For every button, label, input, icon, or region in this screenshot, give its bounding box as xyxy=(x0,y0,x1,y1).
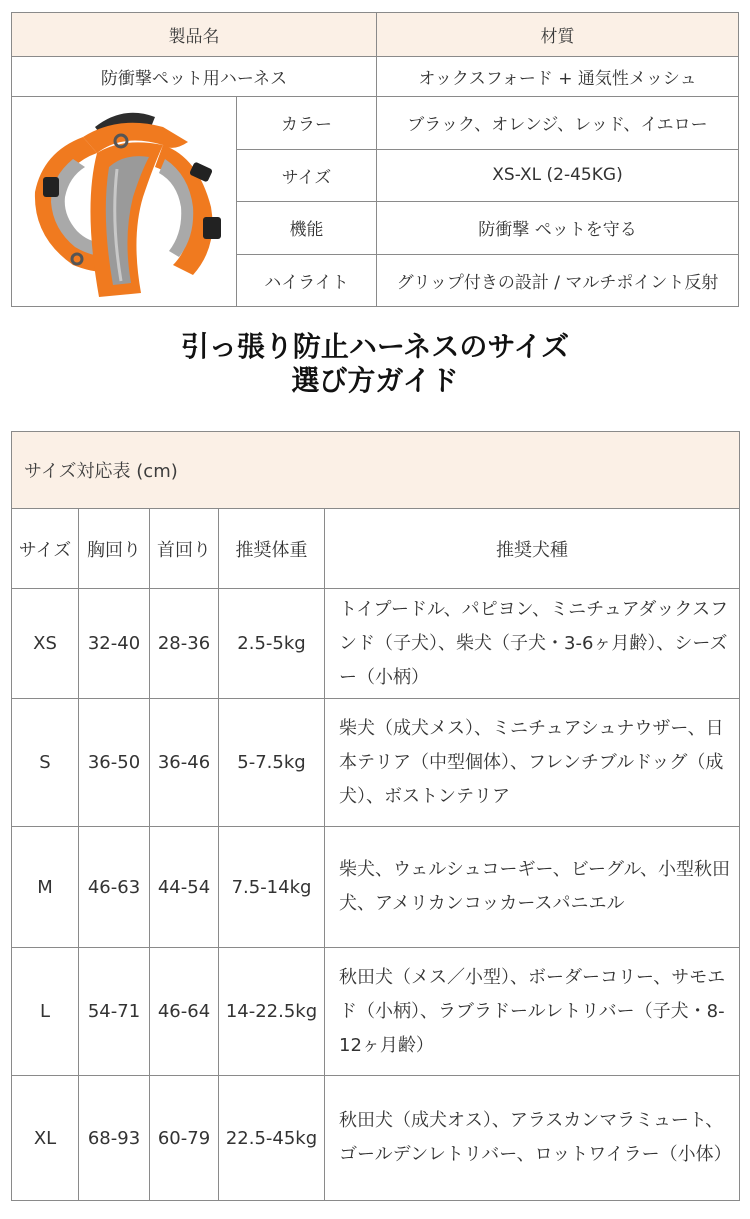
cell-size: M xyxy=(12,827,79,948)
spec-name-header: 製品名 xyxy=(12,13,377,57)
cell-neck: 60-79 xyxy=(150,1076,219,1201)
cell-neck: 36-46 xyxy=(150,699,219,827)
spec-material-header: 材質 xyxy=(377,13,739,57)
header-size: サイズ xyxy=(12,509,79,589)
spec-label-function: 機能 xyxy=(237,202,377,255)
spec-value-function: 防衝撃 ペットを守る xyxy=(377,202,739,255)
spec-value-size: XS-XL (2-45KG) xyxy=(377,149,739,202)
cell-chest: 32-40 xyxy=(79,589,150,699)
cell-size: L xyxy=(12,948,79,1076)
spec-header-row xyxy=(12,13,739,57)
cell-chest: 46-63 xyxy=(79,827,150,948)
spec-label-highlight: ハイライト xyxy=(237,254,377,307)
orange-dog-harness-icon xyxy=(13,97,235,301)
cell-chest: 68-93 xyxy=(79,1076,150,1201)
cell-size: XL xyxy=(12,1076,79,1201)
spec-label-size: サイズ xyxy=(237,149,377,202)
table-row xyxy=(12,589,740,699)
spec-value-color: ブラック、オレンジ、レッド、イエロー xyxy=(377,97,739,150)
heading-line-2: 選び方ガイド xyxy=(291,364,459,397)
size-table-header-row xyxy=(12,509,740,589)
cell-breeds: 秋田犬（成犬オス）、アラスカンマラミュート、ゴールデンレトリバー、ロットワイラー（小体） xyxy=(325,1076,740,1201)
table-row xyxy=(12,948,740,1076)
cell-breeds: 柴犬、ウェルシュコーギー、ビーグル、小型秋田犬、アメリカンコッカースパニエル xyxy=(325,827,740,948)
cell-weight: 5-7.5kg xyxy=(219,699,325,827)
size-table xyxy=(11,431,740,1201)
cell-size: S xyxy=(12,699,79,827)
cell-size: XS xyxy=(12,589,79,699)
size-guide-heading xyxy=(0,330,750,398)
table-row xyxy=(12,1076,740,1201)
table-row xyxy=(12,699,740,827)
cell-weight: 2.5-5kg xyxy=(219,589,325,699)
header-breeds: 推奨犬種 xyxy=(325,509,740,589)
header-chest: 胸回り xyxy=(79,509,150,589)
header-neck: 首回り xyxy=(150,509,219,589)
product-name: 防衝撃ペット用ハーネス xyxy=(12,57,377,97)
cell-breeds: 秋田犬（メス／小型）、ボーダーコリー、サモエド（小柄）、ラブラドールレトリバー（子犬・8-12ヶ月齢） xyxy=(325,948,740,1076)
table-row xyxy=(12,827,740,948)
size-table-caption-row xyxy=(12,432,740,509)
cell-weight: 7.5-14kg xyxy=(219,827,325,948)
cell-breeds: 柴犬（成犬メス）、ミニチュアシュナウザー、日本テリア（中型個体）、フレンチブルドッグ（成犬）、ボストンテリア xyxy=(325,699,740,827)
cell-breeds: トイプードル、パピヨン、ミニチュアダックスフンド（子犬）、柴犬（子犬・3-6ヶ月齢）、シーズー（小柄） xyxy=(325,589,740,699)
cell-neck: 46-64 xyxy=(150,948,219,1076)
header-weight: 推奨体重 xyxy=(219,509,325,589)
cell-weight: 22.5-45kg xyxy=(219,1076,325,1201)
spec-table xyxy=(11,12,739,307)
spec-value-highlight: グリップ付きの設計 / マルチポイント反射 xyxy=(377,254,739,307)
spec-row-color xyxy=(12,97,739,150)
heading-line-1: 引っ張り防止ハーネスのサイズ xyxy=(180,330,570,363)
spec-label-color: カラー xyxy=(237,97,377,150)
spec-summary-row xyxy=(12,57,739,97)
cell-chest: 54-71 xyxy=(79,948,150,1076)
cell-weight: 14-22.5kg xyxy=(219,948,325,1076)
cell-neck: 44-54 xyxy=(150,827,219,948)
product-image-cell xyxy=(12,97,237,307)
product-material: オックスフォード + 通気性メッシュ xyxy=(377,57,739,97)
size-table-caption: サイズ対応表 (cm) xyxy=(12,432,740,509)
cell-neck: 28-36 xyxy=(150,589,219,699)
cell-chest: 36-50 xyxy=(79,699,150,827)
